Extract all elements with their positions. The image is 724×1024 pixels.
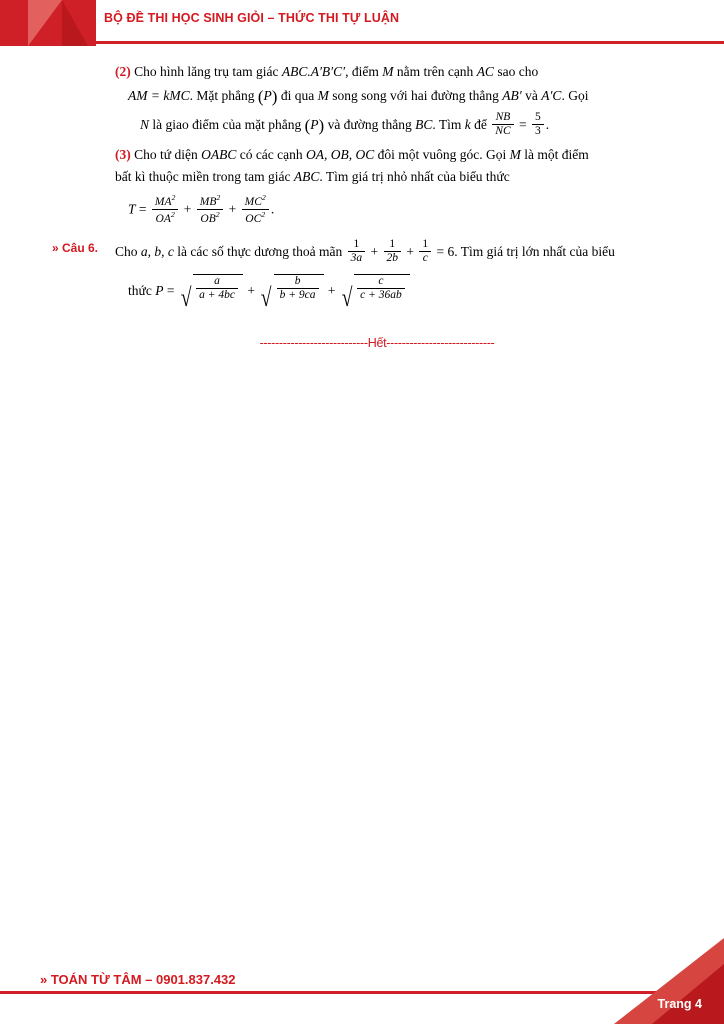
item-2-text-2b: đi qua (280, 88, 315, 104)
formula-term-3-num: $MC^2$ (244, 192, 266, 208)
item-3-point-m: M (509, 147, 521, 163)
formula-lhs-t: T (128, 201, 136, 217)
footer-rule (0, 991, 660, 994)
cau-6-vars: a, b, c (140, 243, 174, 259)
cau-6-sqrt-2-radicand (274, 274, 324, 303)
cau-6-fraction-3 (419, 238, 431, 265)
formula-equals: = (138, 201, 147, 217)
item-3-text-1a: Cho tứ diện (134, 147, 198, 163)
item-2-point-m: M (382, 64, 394, 79)
formula-term-1-den: $OA^2$ (152, 209, 179, 226)
footer-brand: » TOÁN TỪ TÂM – 0901.837.432 (40, 972, 236, 987)
page-footer (0, 938, 724, 1024)
item-2-number: (2) (115, 64, 131, 79)
question-cau-6-line-1 (0, 239, 724, 266)
radical-icon: √ (261, 283, 272, 313)
item-2-paren-open-2: ( (304, 115, 311, 135)
document-body (0, 62, 724, 353)
item-2-value-den: 3 (532, 124, 544, 138)
cau-6-sqrt-1-radicand (193, 274, 243, 303)
item-3-text-1b: có các cạnh (239, 147, 303, 163)
item-3-text-2b: . Tìm giá trị nhỏ nhất của biểu thức (319, 169, 510, 185)
cau-6-sqrt-3-den: c + 36ab (357, 288, 405, 302)
cau-6-frac-2-den: 2b (384, 251, 402, 265)
formula-term-2 (197, 193, 224, 226)
question-item-2-line-1 (0, 62, 724, 82)
header-decor-triangle-dark (62, 0, 88, 46)
cau-6-sqrt-1-den: a + 4bc (196, 288, 238, 302)
header-title: BỘ ĐỀ THI HỌC SINH GIỎI – THỨC THI TỰ LUẬN (104, 11, 400, 25)
item-2-text-1: Cho hình lăng trụ tam giác (134, 64, 279, 79)
radical-icon: √ (341, 283, 353, 313)
cau-6-frac-1-num: 1 (353, 237, 360, 250)
cau-6-p: P (155, 283, 164, 299)
cau-6-sqrt-3 (340, 275, 410, 313)
item-2-ratio-num: NB (495, 110, 511, 123)
item-2-text-3c: . Tìm (432, 116, 462, 132)
item-2-period: . (545, 116, 550, 132)
item-3-text-1c: đôi một vuông góc. Gọi (377, 147, 507, 163)
page-header (0, 0, 724, 46)
formula-plus-1: + (183, 201, 192, 217)
cau-6-plus-2: + (406, 243, 414, 259)
formula-plus-2: + (228, 201, 237, 217)
header-rule (96, 41, 724, 44)
item-2-va: và (525, 88, 538, 104)
cau-6-sqrt-2-fraction (277, 275, 319, 302)
item-2-paren-close-2: ) (318, 115, 325, 135)
formula-period: . (270, 201, 275, 217)
end-separator: ----------------------------Hết---------------------------- (259, 336, 495, 351)
cau-6-plus-4: + (327, 283, 336, 299)
item-3-text-2: bất kì thuộc miền trong tam giác (115, 169, 291, 185)
item-3-edges: OA, OB, OC (306, 147, 375, 163)
cau-6-sqrt-3-radicand (354, 274, 410, 303)
cau-6-text-2a: thức (128, 283, 152, 299)
item-2-text-3a: là giao điểm của mặt phẳng (152, 116, 302, 132)
cau-6-frac-3-den: c (419, 251, 431, 265)
cau-6-sqrt-1-num: a (214, 275, 220, 288)
cau-6-label: » Câu 6. (52, 240, 99, 255)
cau-6-frac-1-den: 3a (348, 251, 366, 265)
item-2-object: ABC.A′B′C′ (281, 64, 346, 79)
formula-term-3-den: $OC^2$ (242, 209, 269, 226)
item-2-k: k (464, 116, 471, 132)
item-3-object: OABC (201, 147, 237, 163)
item-2-text-1d: sao cho (497, 64, 539, 79)
footer-decor-triangle-dark (652, 964, 724, 1024)
formula-term-2-den: $OB^2$ (197, 209, 224, 226)
cau-6-sqrt-1 (179, 275, 243, 313)
cau-6-plus-1: + (370, 243, 379, 259)
item-3-text-1d: là một điểm (524, 147, 589, 163)
formula-term-1 (152, 193, 179, 226)
item-2-edge-ac: AC (476, 64, 494, 79)
item-2-paren-open: ( (257, 87, 264, 107)
item-2-goi: . Gọi (561, 88, 589, 104)
question-item-3-line-1 (0, 145, 724, 165)
formula-term-3 (242, 193, 269, 226)
item-2-text-3b: và đường thẳng (327, 116, 412, 132)
item-2-value-num: 5 (535, 110, 541, 123)
item-2-line-ac: A′C (541, 88, 562, 104)
question-item-2-line-2 (0, 84, 724, 110)
cau-6-plus-3: + (247, 283, 255, 299)
cau-6-text-1b: là các số thực dương thoả mãn (177, 243, 343, 259)
item-3-triangle: ABC (293, 169, 320, 185)
item-2-plane-p: P (263, 88, 272, 104)
item-2-text-1b: , điểm (345, 64, 379, 79)
item-2-equals: = (519, 116, 527, 132)
cau-6-sqrt-2 (259, 275, 323, 313)
cau-6-frac-3-num: 1 (422, 237, 429, 250)
item-2-point-m2: M (317, 88, 329, 104)
item-2-plane-p2: P (310, 116, 319, 132)
item-2-text-2a: . Mặt phẳng (189, 88, 255, 104)
formula-term-2-num: $MB^2$ (199, 192, 221, 208)
question-item-3-line-2 (0, 167, 724, 187)
header-decor-triangle-light (28, 0, 62, 46)
item-2-line-bc: BC (415, 116, 433, 132)
question-item-2-line-3 (0, 112, 724, 139)
cau-6-fraction-1 (348, 238, 366, 265)
cau-6-fraction-2 (384, 238, 402, 265)
cau-6-sqrt-3-fraction (357, 275, 405, 302)
item-2-text-1c: nằm trên cạnh (396, 64, 474, 79)
item-2-ratio-den: NC (492, 124, 513, 138)
item-2-text-2c: song song với hai đường thẳng (332, 88, 499, 104)
formula-term-1-num: $MA^2$ (154, 192, 176, 208)
item-2-de: để (474, 116, 487, 132)
cau-6-text-1c: Tìm giá trị lớn nhất của biểu (460, 243, 615, 259)
item-2-line-ab: AB′ (502, 88, 522, 104)
cau-6-p-equals: = (166, 283, 175, 299)
page-number: Trang 4 (657, 997, 702, 1011)
cau-6-sqrt-2-num: b (294, 275, 301, 288)
cau-6-equals: = 6. (436, 243, 458, 259)
item-2-paren-close: ) (271, 87, 278, 107)
cau-6-text-1a: Cho (115, 243, 138, 259)
radical-icon: √ (180, 283, 192, 313)
cau-6-sqrt-3-num: c (378, 275, 384, 288)
question-cau-6-line-2 (0, 275, 724, 313)
cau-6-sqrt-1-fraction (196, 275, 238, 302)
item-2-ratio-nb-nc (492, 111, 513, 138)
cau-6-frac-2-num: 1 (389, 237, 396, 250)
item-3-formula (0, 194, 724, 227)
item-2-condition: AM = kMC (128, 88, 190, 104)
cau-6-sqrt-2-den: b + 9ca (277, 288, 319, 302)
item-2-point-n: N (140, 116, 150, 132)
item-2-value-fraction (532, 111, 544, 138)
item-3-number: (3) (115, 147, 131, 163)
